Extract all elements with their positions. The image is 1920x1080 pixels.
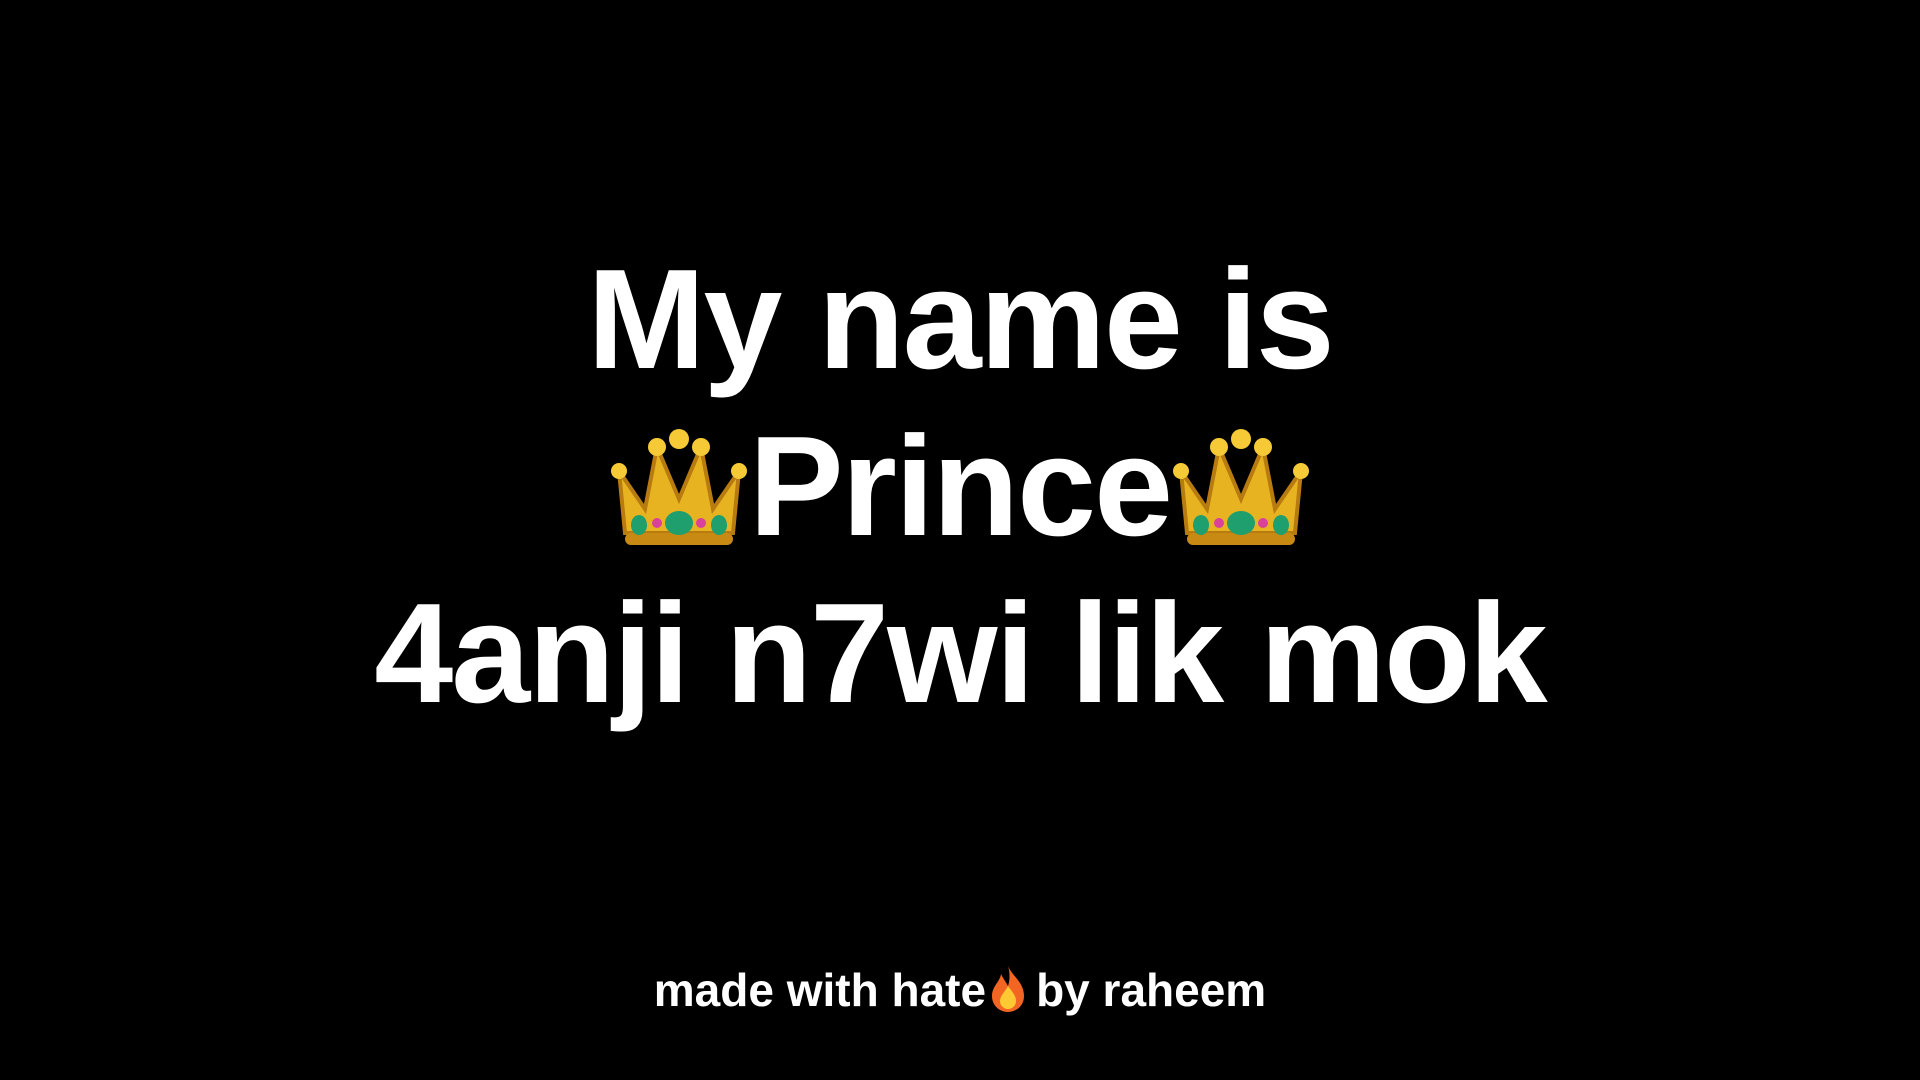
crown-icon [1171, 429, 1311, 553]
footer-text-before: made with hate [653, 964, 987, 1016]
headline-line-1: My name is [587, 240, 1333, 399]
headline-line-2 [0, 403, 1920, 570]
credit-footer [0, 960, 1920, 1020]
name-text: Prince [748, 407, 1172, 566]
headline [0, 236, 1920, 737]
headline-line-3: 4anji n7wi lik mok [374, 574, 1546, 733]
footer-text-after: by raheem [1036, 964, 1267, 1016]
crown-icon [609, 429, 749, 553]
fire-icon [988, 964, 1028, 1014]
